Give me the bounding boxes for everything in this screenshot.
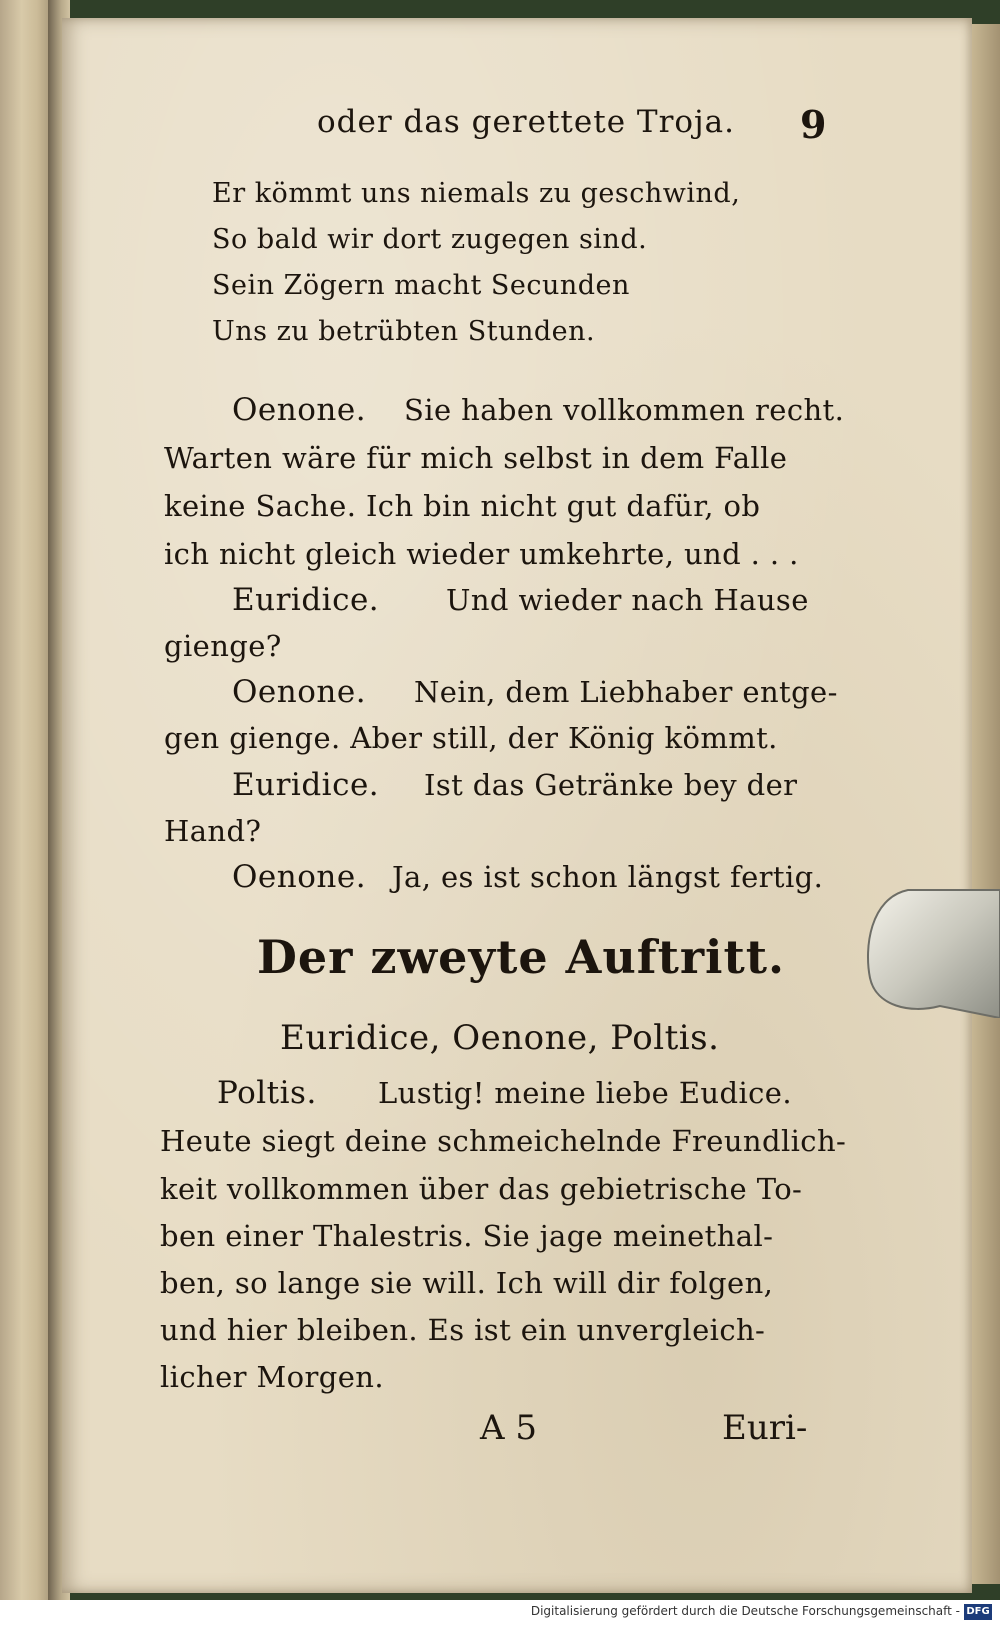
speaker-name: Poltis. bbox=[217, 1075, 317, 1111]
speaker-name: Oenone. bbox=[232, 392, 367, 428]
running-title: oder das gerettete Troja. bbox=[317, 104, 735, 140]
catchword: Euri- bbox=[722, 1408, 808, 1448]
dialogue-line: ich nicht gleich wieder umkehrte, und . . . bbox=[164, 537, 799, 571]
dialogue-line: Lustig! meine liebe Eudice. bbox=[378, 1076, 792, 1110]
dialogue-line: Ist das Getränke bey der bbox=[424, 768, 798, 802]
page-number: 9 bbox=[800, 102, 828, 147]
dialogue-line: Und wieder nach Hause bbox=[446, 583, 809, 617]
speaker-name: Euridice. bbox=[232, 767, 380, 803]
speaker-name: Euridice. bbox=[232, 582, 380, 618]
dialogue-line: licher Morgen. bbox=[160, 1360, 384, 1394]
verse-line: Er kömmt uns niemals zu geschwind, bbox=[212, 178, 741, 209]
dialogue-line: keine Sache. Ich bin nicht gut dafür, ob bbox=[164, 489, 761, 523]
dialogue-line: gienge? bbox=[164, 629, 282, 663]
dialogue-line: Warten wäre für mich selbst in dem Falle bbox=[164, 441, 788, 475]
dialogue-line: Hand? bbox=[164, 814, 262, 848]
book-page bbox=[62, 18, 972, 1593]
page-clip bbox=[860, 888, 1000, 1018]
dialogue-line: gen gienge. Aber still, der König kömmt. bbox=[164, 721, 778, 755]
verse-line: So bald wir dort zugegen sind. bbox=[212, 224, 648, 255]
speaker-name: Oenone. bbox=[232, 859, 367, 895]
right-page-edge bbox=[970, 24, 1000, 1584]
dialogue-line: Heute siegt deine schmeichelnde Freundlich- bbox=[160, 1124, 847, 1158]
scene-characters: Euridice, Oenone, Poltis. bbox=[280, 1018, 720, 1058]
dialogue-line: ben einer Thalestris. Sie jage meinethal- bbox=[160, 1219, 774, 1253]
scene-heading: Der zweyte Auftritt. bbox=[257, 930, 786, 984]
dialogue-line: Nein, dem Liebhaber entge- bbox=[414, 675, 838, 709]
signature-mark: A 5 bbox=[480, 1408, 537, 1448]
credit-bar bbox=[0, 1600, 1000, 1625]
dfg-logo: DFG bbox=[964, 1604, 992, 1620]
verse-line: Sein Zögern macht Secunden bbox=[212, 270, 630, 301]
dialogue-line: Sie haben vollkommen recht. bbox=[404, 393, 845, 427]
dialogue-line: keit vollkommen über das gebietrische To- bbox=[160, 1172, 803, 1206]
verse-line: Uns zu betrübten Stunden. bbox=[212, 316, 596, 347]
dialogue-line: ben, so lange sie will. Ich will dir folgen, bbox=[160, 1266, 774, 1300]
speaker-name: Oenone. bbox=[232, 674, 367, 710]
dialogue-line: Ja, es ist schon längst fertig. bbox=[392, 860, 824, 894]
credit-text: Digitalisierung gefördert durch die Deutsche Forschungsgemeinschaft - bbox=[530, 1604, 960, 1618]
dialogue-line: und hier bleiben. Es ist ein unvergleich- bbox=[160, 1313, 766, 1347]
